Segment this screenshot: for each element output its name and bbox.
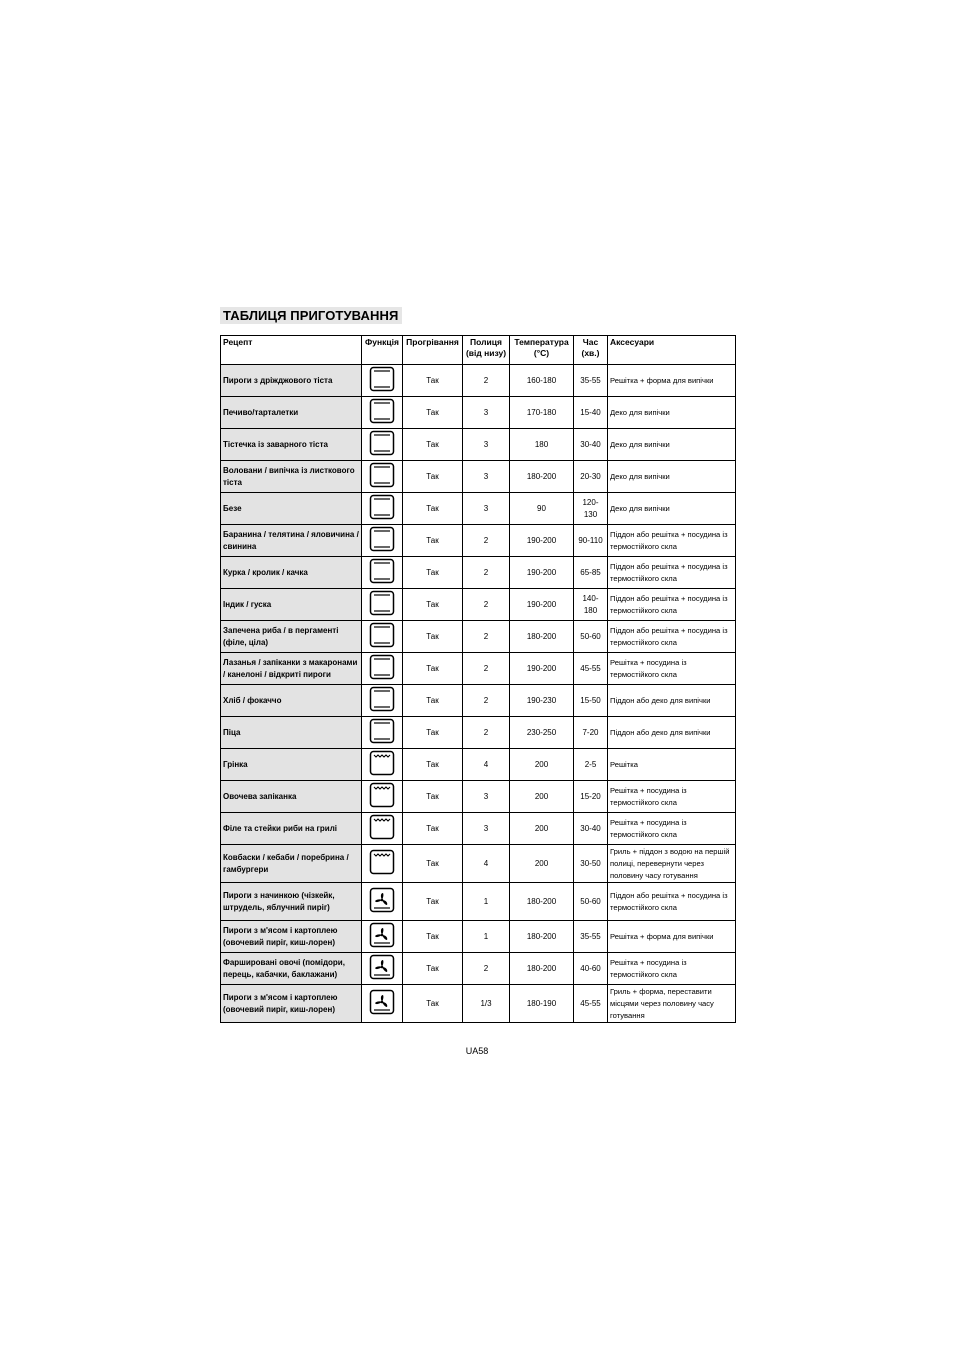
shelf-cell: 1/3	[463, 985, 510, 1023]
table-header-row	[221, 336, 736, 365]
time-cell: 35-55	[574, 921, 608, 953]
preheat-cell: Так	[403, 525, 463, 557]
accessories-cell: Решітка + посудина із термостійкого скла	[608, 653, 736, 685]
recipe-cell: Філе та стейки риби на грилі	[221, 813, 362, 845]
shelf-cell: 3	[463, 429, 510, 461]
time-cell: 30-40	[574, 429, 608, 461]
temperature-cell: 200	[510, 845, 574, 883]
preheat-cell: Так	[403, 461, 463, 493]
accessories-cell: Піддон або решітка + посудина із термостійкого скла	[608, 589, 736, 621]
recipe-cell: Пироги з начинкою (чізкейк, штрудель, яблучний пиріг)	[221, 883, 362, 921]
recipe-cell: Ковбаски / кебаби / поребрина / гамбургери	[221, 845, 362, 883]
shelf-cell: 2	[463, 953, 510, 985]
shelf-cell: 2	[463, 557, 510, 589]
temperature-cell: 180-200	[510, 921, 574, 953]
preheat-cell: Так	[403, 653, 463, 685]
table-row	[221, 685, 736, 717]
table-row	[221, 429, 736, 461]
function-cell	[362, 621, 403, 653]
function-cell	[362, 557, 403, 589]
recipe-cell: Запечена риба / в пергаменті (філе, ціла)	[221, 621, 362, 653]
temperature-cell: 200	[510, 813, 574, 845]
accessories-cell: Решітка + форма для випічки	[608, 365, 736, 397]
preheat-cell: Так	[403, 493, 463, 525]
preheat-cell: Так	[403, 813, 463, 845]
accessories-cell: Деко для випічки	[608, 493, 736, 525]
fan-oven-icon	[369, 922, 395, 952]
accessories-cell: Піддон або деко для випічки	[608, 717, 736, 749]
shelf-cell: 4	[463, 749, 510, 781]
function-cell	[362, 365, 403, 397]
function-cell	[362, 685, 403, 717]
temperature-cell: 180-200	[510, 461, 574, 493]
time-cell: 30-50	[574, 845, 608, 883]
fan-oven-icon	[369, 989, 395, 1019]
accessories-cell: Решітка + посудина із термостійкого скла	[608, 813, 736, 845]
preheat-cell: Так	[403, 717, 463, 749]
recipe-cell: Тістечка із заварного тіста	[221, 429, 362, 461]
header-function: Функція	[362, 336, 403, 365]
conventional-oven-icon	[369, 718, 395, 748]
fan-oven-icon	[369, 954, 395, 984]
shelf-cell: 4	[463, 845, 510, 883]
conventional-oven-icon	[369, 526, 395, 556]
grill-icon	[369, 750, 395, 780]
accessories-cell: Решітка + посудина із термостійкого скла	[608, 953, 736, 985]
conventional-oven-icon	[369, 430, 395, 460]
preheat-cell: Так	[403, 621, 463, 653]
conventional-oven-icon	[369, 590, 395, 620]
recipe-cell: Хліб / фокаччо	[221, 685, 362, 717]
preheat-cell: Так	[403, 781, 463, 813]
preheat-cell: Так	[403, 365, 463, 397]
accessories-cell: Піддон або деко для випічки	[608, 685, 736, 717]
recipe-cell: Баранина / телятина / яловичина / свинина	[221, 525, 362, 557]
preheat-cell: Так	[403, 397, 463, 429]
recipe-cell: Піца	[221, 717, 362, 749]
function-cell	[362, 953, 403, 985]
recipe-cell: Овочева запіканка	[221, 781, 362, 813]
recipe-cell: Печиво/тарталетки	[221, 397, 362, 429]
table-row	[221, 985, 736, 1023]
grill-icon	[369, 782, 395, 812]
preheat-cell: Так	[403, 845, 463, 883]
time-cell: 15-50	[574, 685, 608, 717]
temperature-cell: 230-250	[510, 717, 574, 749]
shelf-cell: 2	[463, 365, 510, 397]
function-cell	[362, 461, 403, 493]
preheat-cell: Так	[403, 557, 463, 589]
temperature-cell: 90	[510, 493, 574, 525]
accessories-cell: Гриль + форма, переставити місцями через половину часу готування	[608, 985, 736, 1023]
time-cell: 15-20	[574, 781, 608, 813]
temperature-cell: 180-200	[510, 883, 574, 921]
recipe-cell: Пироги з дріжджового тіста	[221, 365, 362, 397]
function-cell	[362, 589, 403, 621]
header-accessories: Аксесуари	[608, 336, 736, 365]
function-cell	[362, 985, 403, 1023]
function-cell	[362, 397, 403, 429]
function-cell	[362, 921, 403, 953]
conventional-oven-icon	[369, 462, 395, 492]
conventional-oven-icon	[369, 494, 395, 524]
conventional-oven-icon	[369, 622, 395, 652]
table-row	[221, 921, 736, 953]
preheat-cell: Так	[403, 685, 463, 717]
header-recipe: Рецепт	[221, 336, 362, 365]
accessories-cell: Гриль + піддон з водою на першій полиці, перевернути через половину часу готування	[608, 845, 736, 883]
function-cell	[362, 493, 403, 525]
time-cell: 7-20	[574, 717, 608, 749]
temperature-cell: 180	[510, 429, 574, 461]
function-cell	[362, 429, 403, 461]
shelf-cell: 2	[463, 653, 510, 685]
shelf-cell: 2	[463, 525, 510, 557]
table-row	[221, 813, 736, 845]
accessories-cell: Деко для випічки	[608, 461, 736, 493]
accessories-cell: Решітка	[608, 749, 736, 781]
function-cell	[362, 717, 403, 749]
temperature-cell: 190-230	[510, 685, 574, 717]
time-cell: 90-110	[574, 525, 608, 557]
time-cell: 140-180	[574, 589, 608, 621]
time-cell: 20-30	[574, 461, 608, 493]
function-cell	[362, 781, 403, 813]
time-cell: 120-130	[574, 493, 608, 525]
header-time: Час (хв.)	[574, 336, 608, 365]
table-row	[221, 557, 736, 589]
table-row	[221, 845, 736, 883]
accessories-cell: Деко для випічки	[608, 429, 736, 461]
function-cell	[362, 813, 403, 845]
temperature-cell: 190-200	[510, 589, 574, 621]
table-row	[221, 653, 736, 685]
function-cell	[362, 883, 403, 921]
accessories-cell: Піддон або решітка + посудина із термостійкого скла	[608, 557, 736, 589]
page-title: ТАБЛИЦЯ ПРИГОТУВАННЯ	[220, 307, 402, 324]
recipe-cell: Безе	[221, 493, 362, 525]
shelf-cell: 3	[463, 461, 510, 493]
cooking-table	[220, 335, 736, 1023]
temperature-cell: 180-200	[510, 621, 574, 653]
accessories-cell: Піддон або решітка + посудина із термостійкого скла	[608, 525, 736, 557]
time-cell: 45-55	[574, 653, 608, 685]
time-cell: 50-60	[574, 621, 608, 653]
temperature-cell: 160-180	[510, 365, 574, 397]
temperature-cell: 200	[510, 749, 574, 781]
time-cell: 2-5	[574, 749, 608, 781]
conventional-oven-icon	[369, 686, 395, 716]
recipe-cell: Воловани / випічка із листкового тіста	[221, 461, 362, 493]
grill-icon	[369, 814, 395, 844]
preheat-cell: Так	[403, 953, 463, 985]
temperature-cell: 170-180	[510, 397, 574, 429]
conventional-oven-icon	[369, 558, 395, 588]
table-row	[221, 953, 736, 985]
grill-icon	[369, 849, 395, 879]
header-shelf: Полиця (від низу)	[463, 336, 510, 365]
time-cell: 35-55	[574, 365, 608, 397]
table-row	[221, 781, 736, 813]
shelf-cell: 2	[463, 685, 510, 717]
table-row	[221, 717, 736, 749]
temperature-cell: 180-200	[510, 953, 574, 985]
accessories-cell: Решітка + форма для випічки	[608, 921, 736, 953]
function-cell	[362, 749, 403, 781]
shelf-cell: 2	[463, 589, 510, 621]
recipe-cell: Пироги з м'ясом і картоплею (овочевий пиріг, киш-лорен)	[221, 985, 362, 1023]
table-row	[221, 621, 736, 653]
table-row	[221, 749, 736, 781]
time-cell: 40-60	[574, 953, 608, 985]
function-cell	[362, 525, 403, 557]
recipe-cell: Індик / гуска	[221, 589, 362, 621]
temperature-cell: 190-200	[510, 525, 574, 557]
shelf-cell: 3	[463, 813, 510, 845]
recipe-cell: Лазанья / запіканки з макаронами / канелоні / відкриті пироги	[221, 653, 362, 685]
preheat-cell: Так	[403, 883, 463, 921]
shelf-cell: 2	[463, 717, 510, 749]
conventional-oven-icon	[369, 366, 395, 396]
table-row	[221, 883, 736, 921]
recipe-cell: Курка / кролик / качка	[221, 557, 362, 589]
preheat-cell: Так	[403, 589, 463, 621]
header-preheat: Прогрівання	[403, 336, 463, 365]
table-row	[221, 525, 736, 557]
shelf-cell: 3	[463, 493, 510, 525]
temperature-cell: 200	[510, 781, 574, 813]
preheat-cell: Так	[403, 749, 463, 781]
recipe-cell: Фаршировані овочі (помідори, перець, кабачки, баклажани)	[221, 953, 362, 985]
preheat-cell: Так	[403, 429, 463, 461]
accessories-cell: Піддон або решітка + посудина із термостійкого скла	[608, 621, 736, 653]
preheat-cell: Так	[403, 985, 463, 1023]
recipe-cell: Пироги з м'ясом і картоплею (овочевий пиріг, киш-лорен)	[221, 921, 362, 953]
time-cell: 45-55	[574, 985, 608, 1023]
shelf-cell: 1	[463, 921, 510, 953]
table-row	[221, 397, 736, 429]
table-row	[221, 461, 736, 493]
time-cell: 65-85	[574, 557, 608, 589]
conventional-oven-icon	[369, 654, 395, 684]
accessories-cell: Деко для випічки	[608, 397, 736, 429]
time-cell: 30-40	[574, 813, 608, 845]
temperature-cell: 190-200	[510, 653, 574, 685]
table-row	[221, 589, 736, 621]
accessories-cell: Решітка + посудина із термостійкого скла	[608, 781, 736, 813]
time-cell: 15-40	[574, 397, 608, 429]
conventional-oven-icon	[369, 398, 395, 428]
header-temp: Температура (°C)	[510, 336, 574, 365]
preheat-cell: Так	[403, 921, 463, 953]
function-cell	[362, 653, 403, 685]
shelf-cell: 1	[463, 883, 510, 921]
function-cell	[362, 845, 403, 883]
time-cell: 50-60	[574, 883, 608, 921]
shelf-cell: 2	[463, 621, 510, 653]
temperature-cell: 180-190	[510, 985, 574, 1023]
accessories-cell: Піддон або решітка + посудина із термостійкого скла	[608, 883, 736, 921]
shelf-cell: 3	[463, 781, 510, 813]
recipe-cell: Грінка	[221, 749, 362, 781]
shelf-cell: 3	[463, 397, 510, 429]
fan-oven-icon	[369, 887, 395, 917]
table-row	[221, 493, 736, 525]
temperature-cell: 190-200	[510, 557, 574, 589]
page-number: UA58	[465, 1046, 489, 1056]
table-row	[221, 365, 736, 397]
